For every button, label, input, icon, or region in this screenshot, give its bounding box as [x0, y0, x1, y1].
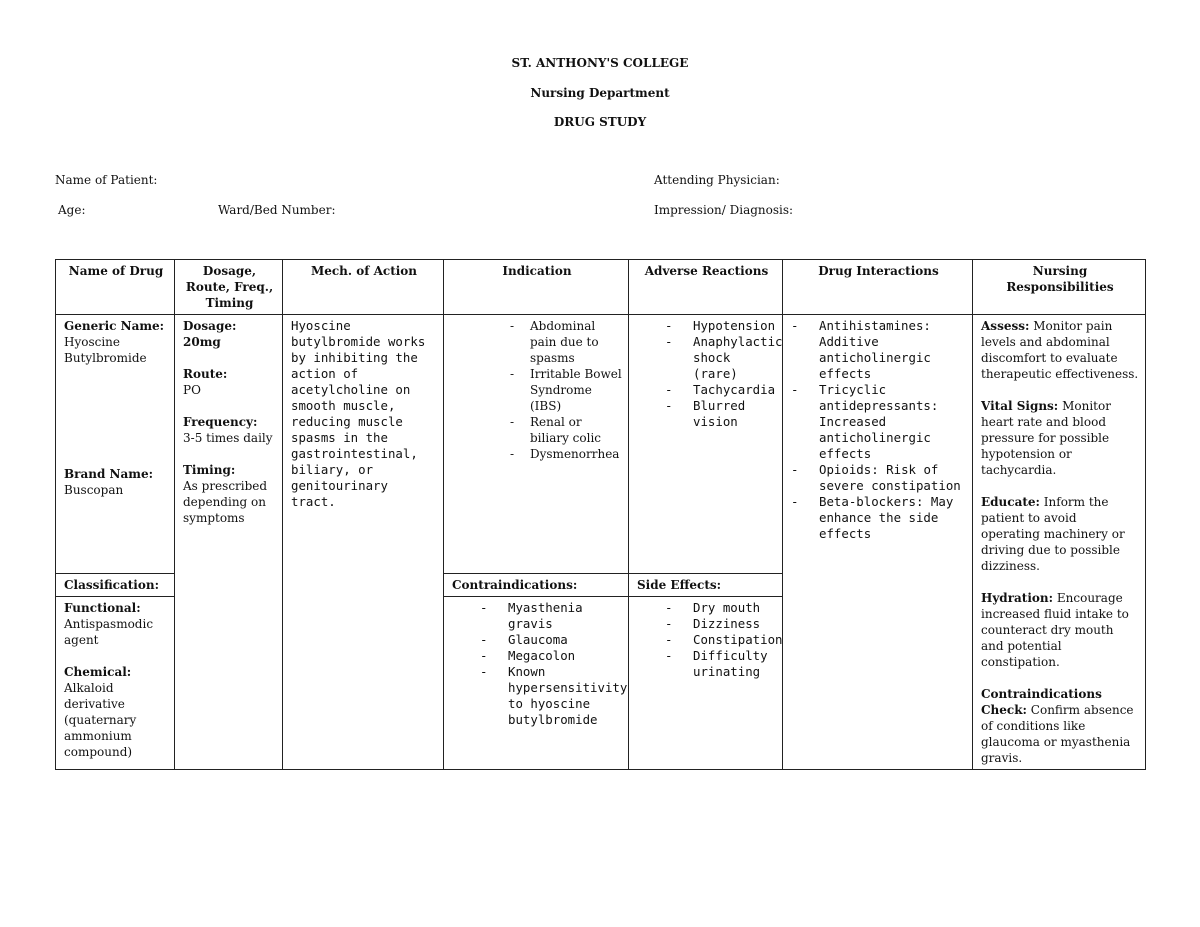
dosage-value: 20mg	[183, 335, 221, 349]
responsibility-item	[981, 686, 1139, 766]
responsibility-item	[981, 318, 1139, 382]
responsibility-text: Monitor heart rate and blood pressure for possible hypotension or tachycardia.	[981, 399, 1111, 477]
header-dosage-route: Dosage, Route, Freq., Timing	[175, 260, 283, 315]
list-item: - Known hypersensitivity to hyoscine butylbromide	[452, 664, 622, 728]
name-of-drug-cell	[56, 315, 175, 574]
responsibility-item	[981, 494, 1139, 574]
list-item: - Abdominal pain due to spasms	[452, 318, 622, 366]
brand-name-label: Brand Name:	[64, 467, 154, 481]
age-label: Age:	[58, 203, 86, 217]
chemical-label: Chemical:	[64, 664, 132, 679]
responsibility-label: Assess:	[981, 319, 1030, 333]
header-adverse-reactions: Adverse Reactions	[629, 260, 783, 315]
nursing-responsibilities-cell	[973, 315, 1146, 770]
list-item: - Irritable Bowel Syndrome (IBS)	[452, 366, 622, 414]
responsibility-item	[981, 398, 1139, 478]
list-item: - Constipation	[637, 632, 776, 648]
responsibility-text: Inform the patient to avoid operating machinery or driving due to possible dizziness.	[981, 495, 1125, 573]
interaction-name: Beta-blockers:	[819, 494, 924, 509]
frequency-label: Frequency:	[183, 415, 258, 429]
side-effects-label: Side Effects:	[629, 573, 783, 596]
list-item	[791, 382, 966, 462]
list-item: - Dizziness	[637, 616, 776, 632]
list-item: - Dysmenorrhea	[452, 446, 622, 462]
header-drug-interactions: Drug Interactions	[783, 260, 973, 315]
college-name: ST. ANTHONY'S COLLEGE	[511, 56, 689, 70]
drug-interactions-cell	[783, 315, 973, 770]
list-item: - Myasthenia gravis	[452, 600, 622, 632]
interaction-name: Tricyclic antidepressants:	[819, 382, 939, 413]
list-item	[791, 494, 966, 542]
list-item: - Difficulty urinating	[637, 648, 776, 680]
header-indication: Indication	[444, 260, 629, 315]
responsibility-text: Confirm absence of conditions like glaucoma or myasthenia gravis.	[981, 703, 1134, 765]
list-item: - Dry mouth	[637, 600, 776, 616]
interaction-effect: Additive anticholinergic effects	[819, 334, 931, 381]
interaction-effect: Risk of severe constipation	[819, 462, 961, 493]
generic-name-label: Generic Name:	[64, 319, 165, 333]
impression-diagnosis-label: Impression/ Diagnosis:	[654, 203, 794, 217]
responsibility-label: Contraindications Check:	[981, 687, 1102, 717]
drug-study-table	[55, 259, 1146, 770]
contraindications-label: Contraindications:	[444, 573, 629, 596]
table-header-row	[56, 260, 1146, 315]
route-label: Route:	[183, 367, 228, 381]
classification-cell	[56, 596, 175, 769]
dosage-cell	[175, 315, 283, 770]
chemical-value: Alkaloid derivative (quaternary ammonium compound)	[64, 680, 137, 759]
patient-name-label: Name of Patient:	[55, 173, 158, 187]
contraindications-cell	[444, 596, 629, 769]
list-item: - Glaucoma	[452, 632, 622, 648]
mechanism-text: Hyoscine butylbromide works by inhibiting the action of acetylcholine on smooth muscle, reducing muscle spasms in the gastrointestinal, biliary, or genitourinary tract.	[291, 318, 426, 509]
frequency-value: 3-5 times daily	[183, 431, 273, 445]
list-item: - Anaphylactic shock (rare)	[637, 334, 776, 382]
ward-bed-label: Ward/Bed Number:	[218, 203, 336, 217]
list-item: - Megacolon	[452, 648, 622, 664]
responsibility-label: Educate:	[981, 495, 1040, 509]
timing-label: Timing:	[183, 463, 236, 477]
adverse-reactions-cell	[629, 315, 783, 574]
list-item: - Hypotension	[637, 318, 776, 334]
functional-value: Antispasmodic agent	[64, 616, 154, 647]
header-nursing-responsibilities: Nursing Responsibilities	[973, 260, 1146, 315]
list-item	[791, 462, 966, 494]
dosage-label: Dosage:	[183, 319, 237, 333]
responsibility-text: Monitor pain levels and abdominal discomfort to evaluate therapeutic effectiveness.	[981, 319, 1139, 381]
interaction-effect: Increased anticholinergic effects	[819, 414, 931, 461]
attending-physician-label: Attending Physician:	[654, 173, 780, 187]
table-row	[56, 315, 1146, 574]
classification-label: Classification:	[56, 573, 175, 596]
interaction-name: Opioids:	[819, 462, 879, 477]
side-effects-cell	[629, 596, 783, 769]
list-item: - Tachycardia	[637, 382, 776, 398]
header-mechanism: Mech. of Action	[283, 260, 444, 315]
timing-value: As prescribed depending on symptoms	[183, 479, 268, 525]
interaction-name: Antihistamines:	[819, 318, 931, 333]
list-item	[791, 318, 966, 382]
responsibility-item	[981, 590, 1139, 670]
indication-cell	[444, 315, 629, 574]
header-name-of-drug: Name of Drug	[56, 260, 175, 315]
brand-name-value: Buscopan	[64, 483, 124, 497]
responsibility-label: Hydration:	[981, 591, 1054, 605]
route-value: PO	[183, 383, 201, 397]
mechanism-cell	[283, 315, 444, 770]
document-title: DRUG STUDY	[553, 115, 647, 129]
list-item: - Renal or biliary colic	[452, 414, 622, 446]
functional-label: Functional:	[64, 600, 141, 615]
generic-name-value: Hyoscine Butylbromide	[64, 335, 147, 365]
department-name: Nursing Department	[530, 86, 670, 100]
responsibility-text: Encourage increased fluid intake to counteract dry mouth and potential constipation.	[981, 591, 1129, 669]
interaction-effect: May enhance the side effects	[819, 494, 954, 541]
list-item: - Blurred vision	[637, 398, 776, 430]
responsibility-label: Vital Signs:	[981, 399, 1059, 413]
